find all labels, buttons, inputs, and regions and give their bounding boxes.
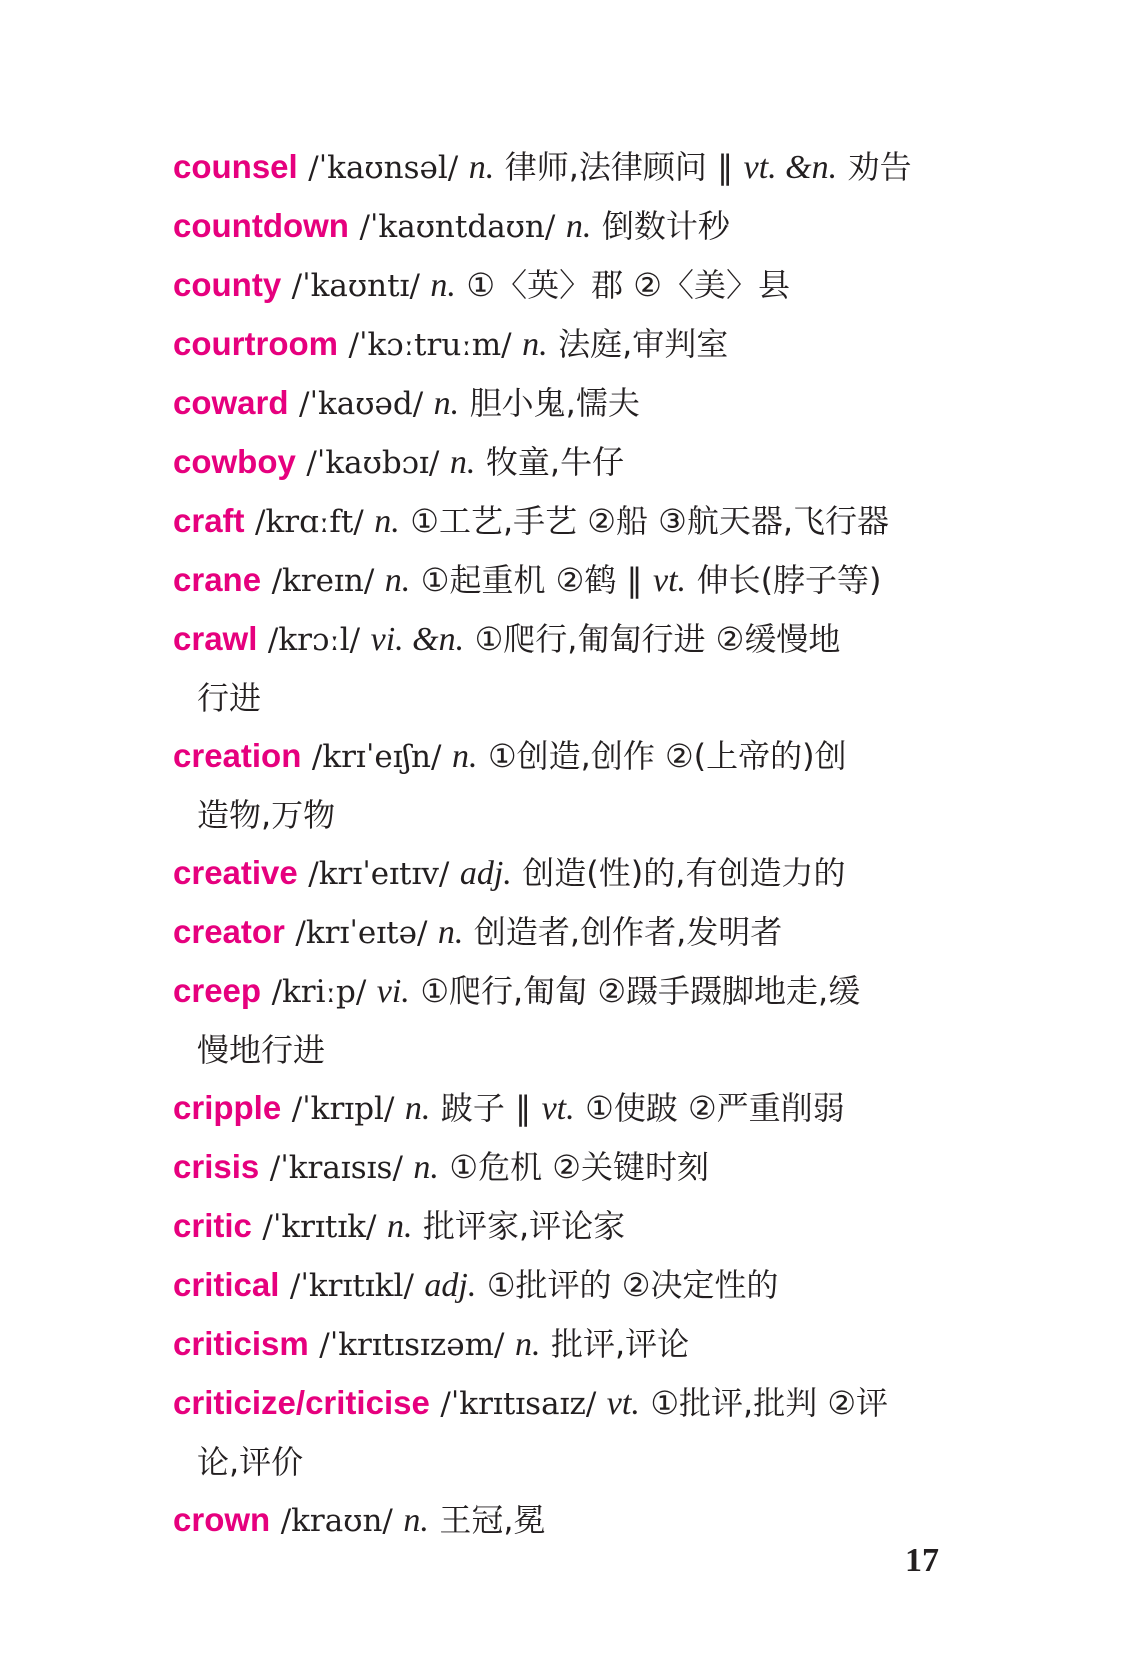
entry-headword: crown (173, 1501, 271, 1538)
entry-pronunciation: /ˈkrɪpl/ (291, 1091, 395, 1127)
entry-definition-continuation: 行进 (197, 679, 262, 717)
entry-pronunciation: /ˈkaʊnsəl/ (308, 150, 459, 186)
entry-pronunciation: /ˈkaʊbɔɪ/ (306, 445, 440, 481)
entry-headword: criticism (173, 1325, 309, 1362)
entry-part-of-speech-secondary: vt. (653, 562, 687, 599)
entry-part-of-speech: n. (413, 1149, 439, 1186)
entry-part-of-speech: n. (404, 1090, 431, 1127)
entry-part-of-speech: adj. (459, 855, 512, 892)
entry-headword: cripple (173, 1089, 282, 1126)
entry-pronunciation: /ˈkraɪsɪs/ (269, 1150, 403, 1186)
entry-definition: ①批评的 ②决定性的 (486, 1266, 779, 1304)
dictionary-entry (173, 138, 973, 197)
entry-definition: 牧童,牛仔 (485, 443, 625, 481)
page-number: 17 (905, 1542, 939, 1579)
entry-headword: coward (173, 384, 289, 421)
entry-part-of-speech: n. (449, 444, 476, 481)
entry-pronunciation: /ˈkrɪtɪkl/ (289, 1268, 414, 1304)
entry-definition: ①爬行,匍匐 ②蹑手蹑脚地走,缓 (420, 972, 861, 1010)
entry-part-of-speech: adj. (424, 1267, 477, 1304)
dictionary-entry (173, 610, 973, 727)
entry-headword: courtroom (173, 325, 338, 362)
entry-part-of-speech: n. (437, 914, 464, 951)
entry-headword: crisis (173, 1148, 260, 1185)
entry-part-of-speech: vi. (376, 973, 410, 1010)
entry-headword: crawl (173, 620, 258, 657)
entry-headword: counsel (173, 148, 298, 185)
dictionary-entry (173, 844, 973, 903)
entry-headword: cowboy (173, 443, 296, 480)
dictionary-entry (173, 1079, 973, 1138)
dictionary-entry (173, 903, 973, 962)
entry-pronunciation: /krɪˈeɪtə/ (295, 915, 428, 951)
entry-headword: criticize/criticise (173, 1384, 430, 1421)
entry-part-of-speech: n. (386, 1208, 413, 1245)
entry-definition: 王冠,冕 (439, 1501, 546, 1539)
entry-headword: craft (173, 502, 245, 539)
entry-headword: creative (173, 854, 298, 891)
dictionary-entry (173, 433, 973, 492)
entry-definition: 倒数计秒 (601, 207, 730, 245)
entry-part-of-speech: n. (433, 385, 460, 422)
dictionary-entry (173, 1197, 973, 1256)
entry-pronunciation: /ˈkɔːtruːm/ (348, 327, 512, 363)
entry-definition: 跛子 ‖ (440, 1089, 532, 1127)
entry-pronunciation: /kreɪn/ (271, 563, 375, 599)
entry-definition: 批评家,评论家 (422, 1207, 626, 1245)
dictionary-entry (173, 1315, 973, 1374)
entry-definition: 胆小鬼,懦夫 (469, 384, 640, 422)
entry-definition: 创造者,创作者,发明者 (473, 913, 783, 951)
entry-definition-secondary: ①使跛 ②严重削弱 (585, 1089, 845, 1127)
entry-part-of-speech: vi. &n. (370, 621, 465, 658)
entry-definition: ①创造,创作 ②(上帝的)创 (487, 737, 847, 775)
entry-definition: ①危机 ②关键时刻 (449, 1148, 709, 1186)
entry-headword: countdown (173, 207, 349, 244)
dictionary-entry (173, 1138, 973, 1197)
dictionary-entry (173, 962, 973, 1079)
dictionary-entry (173, 1374, 973, 1491)
entry-list (173, 138, 973, 1550)
dictionary-entry (173, 197, 973, 256)
entry-headword: county (173, 266, 282, 303)
entry-headword: creator (173, 913, 285, 950)
entry-pronunciation: /ˈkaʊntɪ/ (291, 268, 420, 304)
entry-part-of-speech: n. (384, 562, 411, 599)
entry-pronunciation: /krɑːft/ (255, 504, 364, 540)
entry-definition: 法庭,审判室 (558, 325, 729, 363)
entry-part-of-speech: n. (468, 149, 495, 186)
entry-pronunciation: /krɔːl/ (267, 622, 361, 658)
dictionary-entry (173, 1256, 973, 1315)
entry-definition: 律师,法律顾问 ‖ (504, 148, 734, 186)
entry-definition: ①批评,批判 ②评 (650, 1384, 889, 1422)
entry-pronunciation: /krɪˈeɪtɪv/ (308, 856, 450, 892)
entry-definition: ①起重机 ②鹤 ‖ (420, 561, 643, 599)
entry-headword: crane (173, 561, 262, 598)
entry-headword: creation (173, 737, 302, 774)
entry-definition-continuation: 造物,万物 (197, 796, 336, 834)
dictionary-entry (173, 551, 973, 610)
entry-part-of-speech: n. (514, 1326, 541, 1363)
entry-definition-continuation: 慢地行进 (197, 1031, 326, 1069)
dictionary-entry (173, 1491, 973, 1550)
entry-headword: critic (173, 1207, 252, 1244)
dictionary-entry (173, 374, 973, 433)
dictionary-entry (173, 256, 973, 315)
entry-part-of-speech: vt. (606, 1385, 640, 1422)
entry-part-of-speech: n. (430, 267, 456, 304)
entry-pronunciation: /ˈkaʊntdaʊn/ (359, 209, 556, 245)
dictionary-entry (173, 727, 973, 844)
dictionary-entry (173, 492, 973, 551)
entry-pronunciation: /ˈkrɪtɪsɪzəm/ (319, 1327, 505, 1363)
entry-part-of-speech-secondary: vt. &n. (743, 149, 838, 186)
entry-pronunciation: /ˈkrɪtɪk/ (262, 1209, 377, 1245)
entry-part-of-speech: n. (403, 1502, 429, 1539)
entry-definition: ①爬行,匍匐行进 ②缓慢地 (474, 620, 841, 658)
entry-definition-secondary: 劝告 (847, 148, 912, 186)
entry-definition: 批评,评论 (550, 1325, 690, 1363)
entry-headword: critical (173, 1266, 280, 1303)
entry-pronunciation: /krɪˈeɪʃn/ (311, 739, 442, 775)
entry-part-of-speech-secondary: vt. (541, 1090, 575, 1127)
entry-definition: ①工艺,手艺 ②船 ③航天器,飞行器 (410, 502, 890, 540)
entry-definition-secondary: 伸长(脖子等) (696, 561, 882, 599)
entry-headword: creep (173, 972, 262, 1009)
entry-pronunciation: /ˈkrɪtɪsaɪz/ (440, 1386, 597, 1422)
entry-pronunciation: /kriːp/ (271, 974, 367, 1010)
entry-definition: 创造(性)的,有创造力的 (522, 854, 846, 892)
dictionary-entry (173, 315, 973, 374)
entry-pronunciation: /ˈkaʊəd/ (299, 386, 424, 422)
entry-part-of-speech: n. (374, 503, 400, 540)
entry-part-of-speech: n. (522, 326, 548, 363)
entry-definition: ①〈英〉郡 ②〈美〉县 (466, 266, 790, 304)
entry-pronunciation: /kraʊn/ (280, 1503, 393, 1539)
entry-definition-continuation: 论,评价 (197, 1443, 304, 1481)
entry-part-of-speech: n. (565, 208, 592, 245)
entry-part-of-speech: n. (451, 738, 478, 775)
